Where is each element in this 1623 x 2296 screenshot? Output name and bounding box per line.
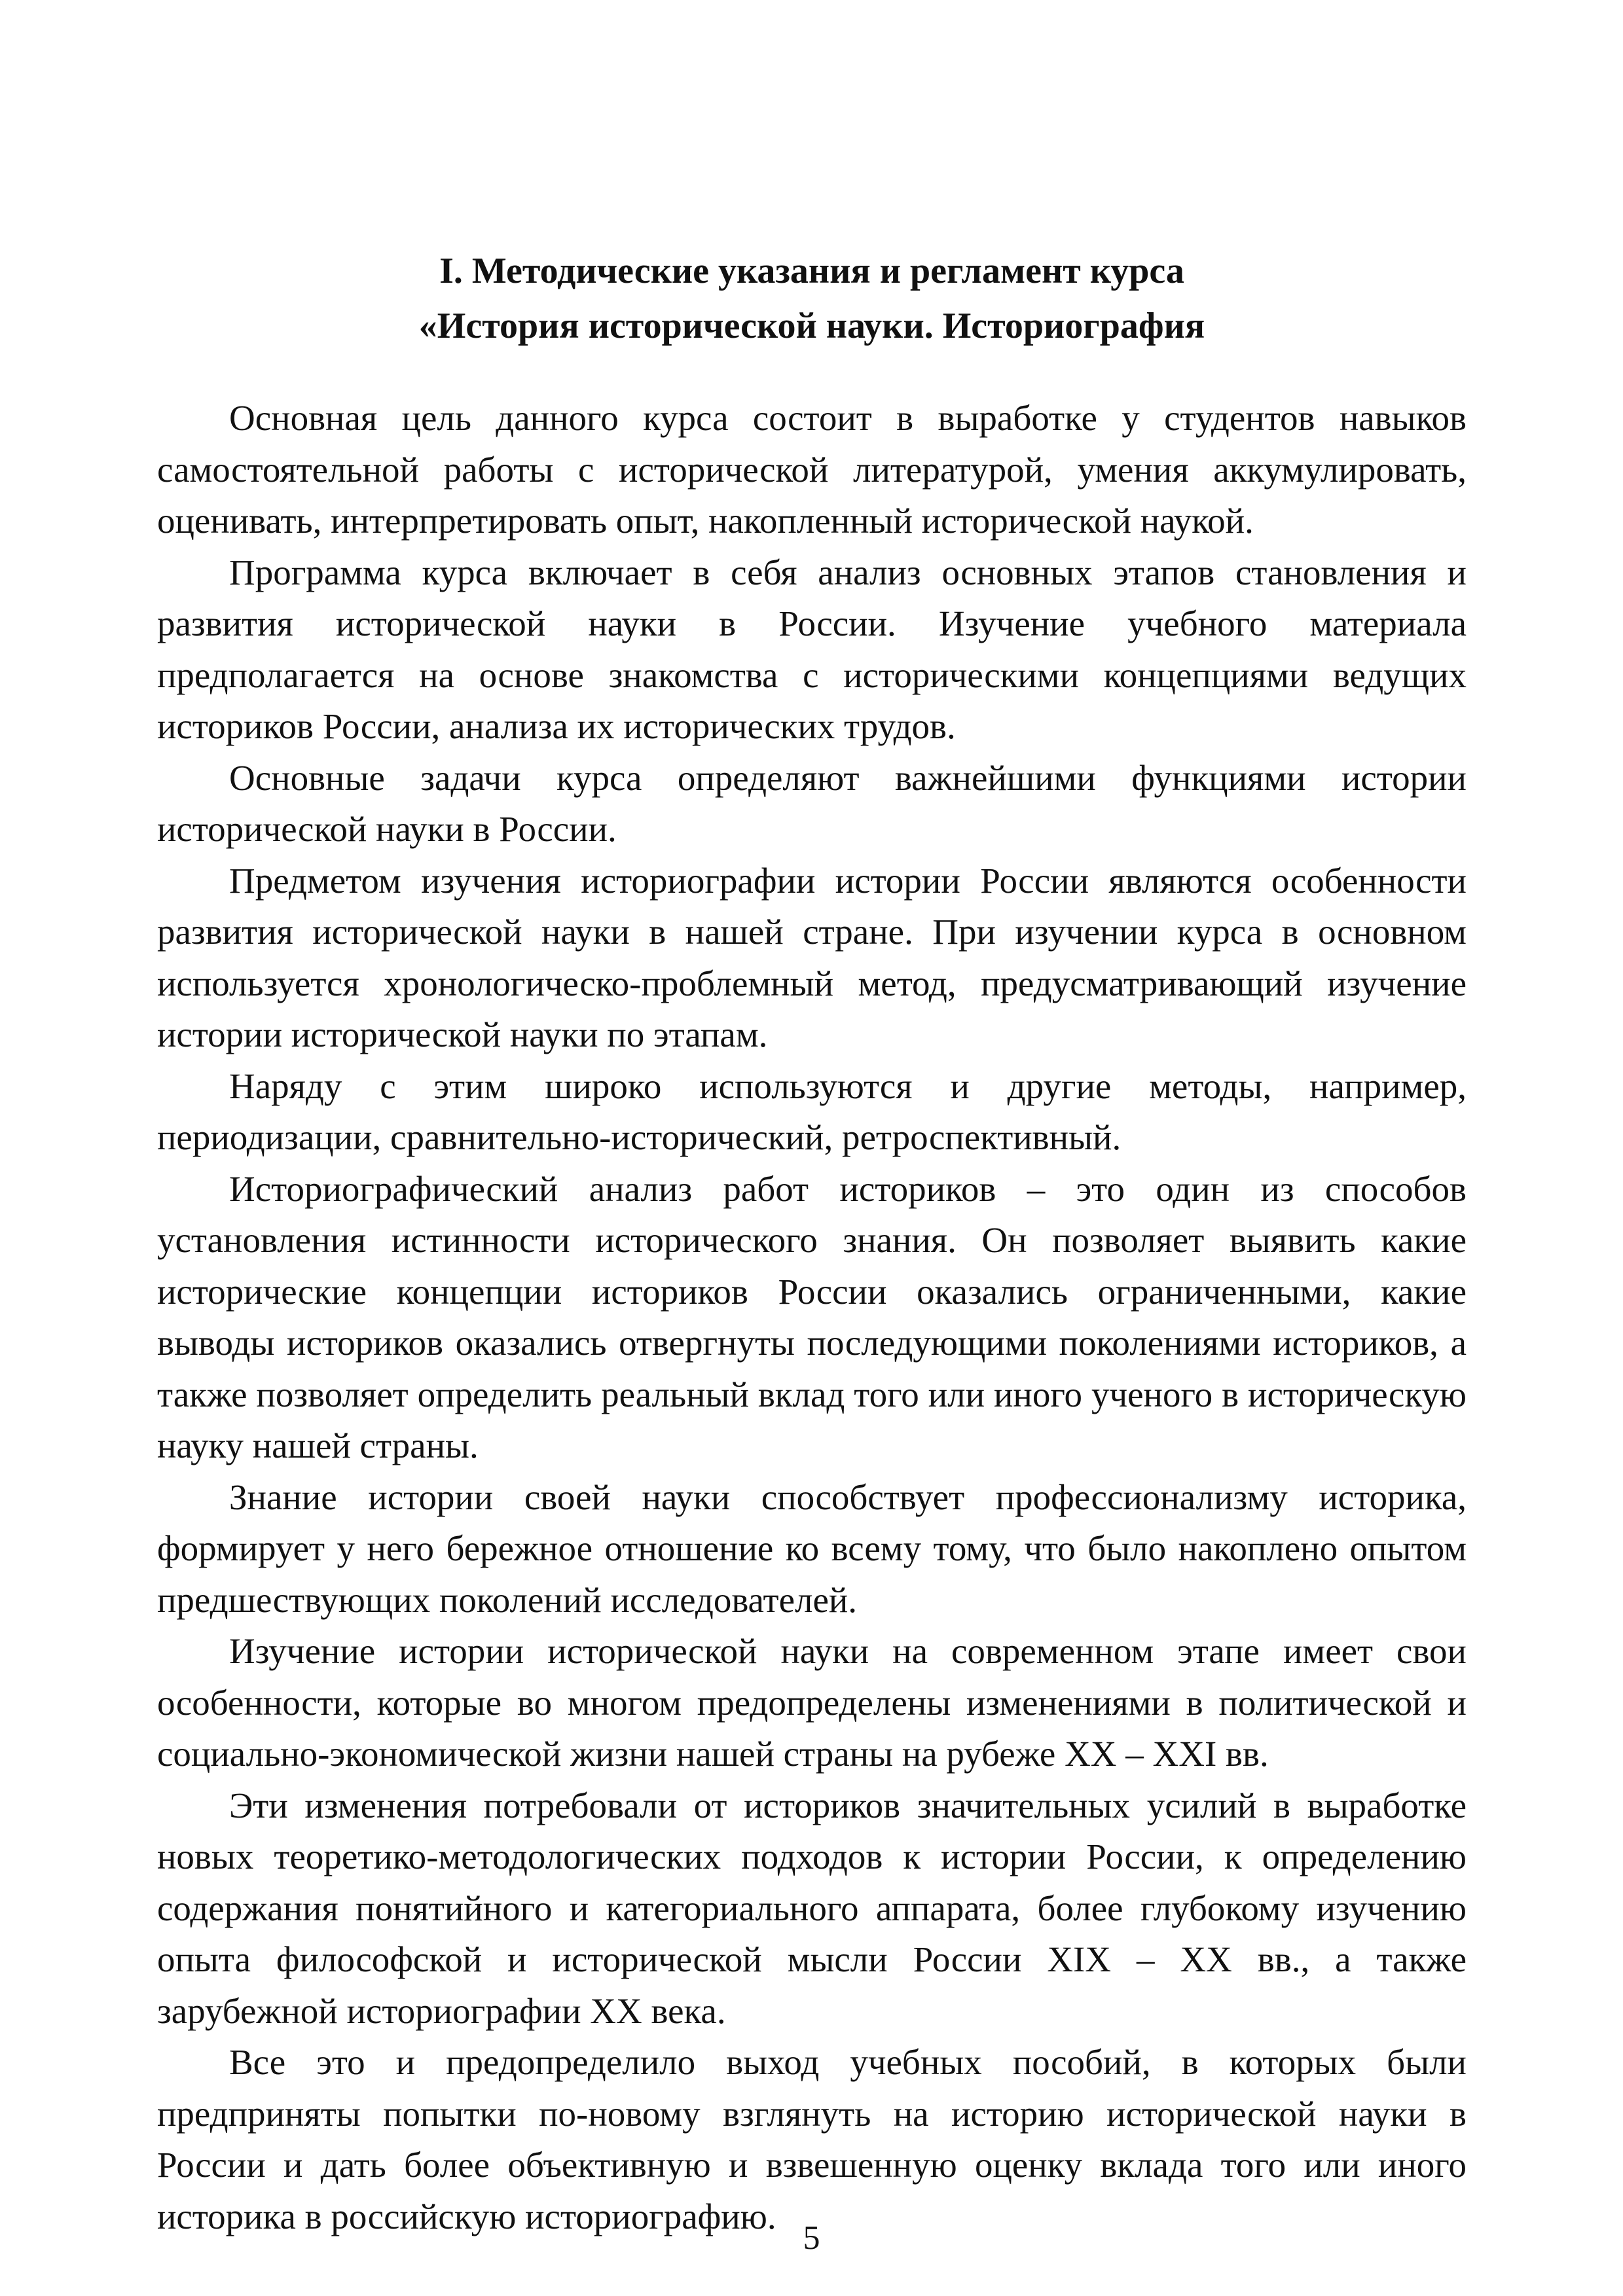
section-heading	[157, 243, 1467, 353]
paragraph-course-program: Программа курса включает в себя анализ основных этапов становления и развития исторической науки в России. Изучение учебного материала предполагается на основе знакомства с историческими концепциями ведущих историков России, анализа их исторических трудов.	[157, 552, 1467, 746]
page-number: 5	[803, 2219, 820, 2257]
heading-line-2: «История исторической науки. Историография	[418, 306, 1205, 346]
paragraph-methods: Наряду с этим широко используются и другие методы, например, периодизации, сравнительно-исторический, ретроспективный.	[157, 1066, 1467, 1157]
paragraph-modern-stage: Изучение истории исторической науки на современном этапе имеет свои особенности, которые во многом предопределены изменениями в политической и социально-экономической жизни нашей страны на рубеже XX – XXI вв.	[157, 1631, 1467, 1774]
heading-line-1: I. Методические указания и регламент курса	[439, 251, 1184, 291]
paragraph-textbooks: Все это и предопределило выход учебных пособий, в которых были предприняты попытки по-новому взглянуть на историю исторической науки в России и дать более объективную и взвешенную оценку вклада того или иного историка в российскую историографию.	[157, 2042, 1467, 2236]
paragraph-changes: Эти изменения потребовали от историков значительных усилий в выработке новых теоретико-методологических подходов к истории России, к определению содержания понятийного и категориального аппарата, более глубокому изучению опыта философской и исторической мысли России XIX – XX вв., а также зарубежной историографии XX века.	[157, 1785, 1467, 2031]
paragraph-analysis: Историографический анализ работ историков – это один из способов установления истинности исторического знания. Он позволяет выявить какие исторические концепции историков России оказались ограниченными, какие выводы историков оказались отвергнуты последующими поколениями историков, а также позволяет определить реальный вклад того или иного ученого в историческую науку нашей страны.	[157, 1168, 1467, 1465]
paragraph-course-goal: Основная цель данного курса состоит в выработке у студентов навыков самостоятельной работы с исторической литературой, умения аккумулировать, оценивать, интерпретировать опыт, накопленный исторической наукой.	[157, 398, 1467, 541]
paragraph-subject: Предметом изучения историографии истории России являются особенности развития исторической науки в нашей стране. При изучении курса в основном используется хронологическо-проблемный метод, предусматривающий изучение истории исторической науки по этапам.	[157, 860, 1467, 1054]
paragraph-course-tasks: Основные задачи курса определяют важнейшими функциями истории исторической науки в России.	[157, 757, 1467, 849]
paragraph-knowledge: Знание истории своей науки способствует профессионализму историка, формирует у него бережное отношение ко всему тому, что было накоплено опытом предшествующих поколений исследователей.	[157, 1477, 1467, 1620]
body-text	[157, 393, 1467, 2242]
